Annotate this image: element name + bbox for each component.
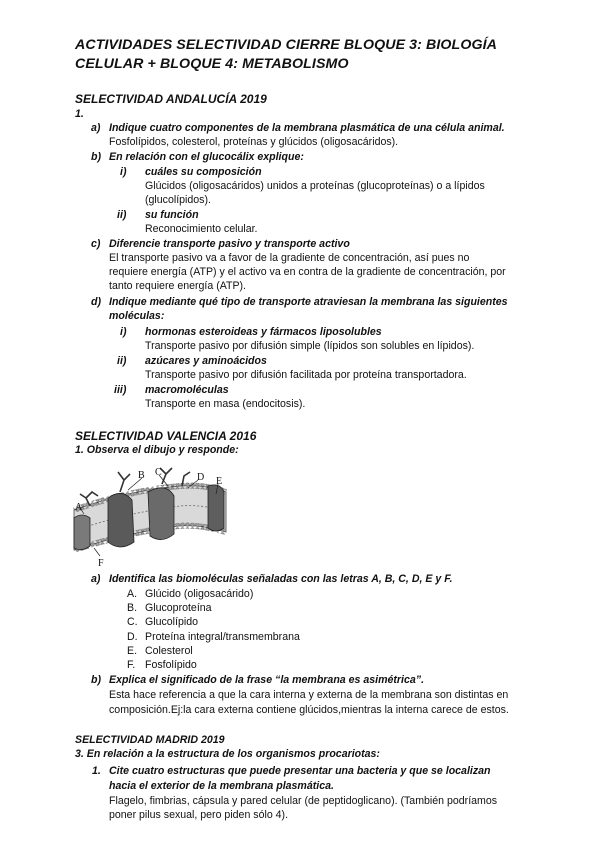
question-text: cuáles su composición: [145, 166, 262, 178]
question-text: Explica el significado de la frase “la membrana es asimétrica”.: [109, 674, 425, 686]
answer-text: Transporte pasivo por difusión simple (lípidos son solubles en lípidos).: [145, 340, 475, 352]
question-text: 1. Observa el dibujo y responde:: [75, 444, 239, 456]
answer-text: (glucolípidos).: [145, 194, 211, 206]
subitem-label: ii): [117, 209, 127, 221]
answer-text: Transporte en masa (endocitosis).: [145, 398, 306, 410]
answer-text: Fosfolípidos, colesterol, proteínas y glúcidos (oligosacáridos).: [109, 136, 399, 148]
figure-label-b: B: [138, 470, 145, 481]
answer-text: poner pilus sexual, pero piden sólo 4).: [109, 809, 289, 821]
answer-text: Flagelo, fimbrias, cápsula y pared celular (de peptidoglicano). (También podríamos: [109, 795, 498, 807]
subitem-label: i): [120, 166, 127, 178]
question-text: Cite cuatro estructuras que puede presentar una bacteria y que se localizan: [109, 765, 491, 777]
item-label: d): [91, 296, 101, 308]
question-text: su función: [145, 209, 199, 221]
answer-text: tanto requiere energía (ATP).: [109, 280, 247, 292]
question-text: Identifica las biomoléculas señaladas con las letras A, B, C, D, E y F.: [109, 573, 453, 585]
list-letter: A.: [127, 588, 138, 600]
question-text: En relación con el glucocálix explique:: [109, 151, 304, 163]
figure-label-a: A: [75, 502, 83, 513]
item-label: b): [91, 674, 101, 686]
list-item: Proteína integral/transmembrana: [145, 631, 300, 643]
item-label: c): [91, 238, 101, 250]
figure-label-e: E: [216, 476, 223, 487]
question-text: moléculas:: [109, 310, 165, 322]
section-heading-madrid: SELECTIVIDAD MADRID 2019: [75, 734, 225, 746]
list-item: Fosfolípido: [145, 659, 197, 671]
answer-text: requiere energía (ATP) y el activo va en contra de la gradiente de concentración, por: [109, 266, 506, 278]
subitem-label: ii): [117, 355, 127, 367]
list-letter: E.: [127, 645, 138, 657]
cell-membrane-diagram: [70, 462, 230, 570]
subitem-label: i): [120, 326, 127, 338]
answer-text: Transporte pasivo por difusión facilitada por proteína transportadora.: [145, 369, 467, 381]
answer-text: Esta hace referencia a que la cara interna y externa de la membrana son distintas en: [109, 689, 509, 701]
subitem-label: iii): [114, 384, 127, 396]
answer-text: composición.Ej:la cara externa contiene glúcidos,mientras la interna carece de estos.: [109, 704, 509, 716]
question-text: macromoléculas: [145, 384, 229, 396]
question-text: hormonas esteroideas y fármacos liposolubles: [145, 326, 382, 338]
figure-label-c: C: [155, 467, 162, 478]
question-text: Indique mediante qué tipo de transporte atraviesan la membrana las siguientes: [109, 296, 508, 308]
list-item: Glucoproteína: [145, 602, 212, 614]
list-item: Glúcido (oligosacárido): [145, 588, 254, 600]
figure-label-f: F: [98, 558, 104, 569]
answer-text: El transporte pasivo va a favor de la gradiente de concentración, así pues no: [109, 252, 470, 264]
document-title-line2: CELULAR + BLOQUE 4: METABOLISMO: [75, 56, 349, 72]
item-label: b): [91, 151, 101, 163]
list-letter: F.: [127, 659, 136, 671]
section-heading-valencia: SELECTIVIDAD VALENCIA 2016: [75, 429, 257, 443]
document-title-line1: ACTIVIDADES SELECTIVIDAD CIERRE BLOQUE 3: BIOLOGÍA: [75, 37, 497, 53]
question-text: 3. En relación a la estructura de los organismos procariotas:: [75, 748, 380, 760]
question-text: Diferencie transporte pasivo y transporte activo: [109, 238, 350, 250]
list-item: Glucolípido: [145, 616, 198, 628]
question-number: 1.: [75, 108, 84, 120]
question-text: Indique cuatro componentes de la membrana plasmática de una célula animal.: [109, 122, 505, 134]
item-label: 1.: [92, 765, 101, 777]
list-letter: D.: [127, 631, 138, 643]
question-text: hacia el exterior de la membrana plasmática.: [109, 780, 334, 792]
list-letter: B.: [127, 602, 138, 614]
item-label: a): [91, 573, 101, 585]
item-label: a): [91, 122, 101, 134]
answer-text: Reconocimiento celular.: [145, 223, 258, 235]
answer-text: Glúcidos (oligosacáridos) unidos a proteínas (glucoproteínas) o a lípidos: [145, 180, 485, 192]
section-heading-andalucia: SELECTIVIDAD ANDALUCÍA 2019: [75, 92, 267, 106]
list-letter: C.: [127, 616, 138, 628]
list-item: Colesterol: [145, 645, 193, 657]
figure-label-d: D: [197, 472, 205, 483]
question-text: azúcares y aminoácidos: [145, 355, 267, 367]
